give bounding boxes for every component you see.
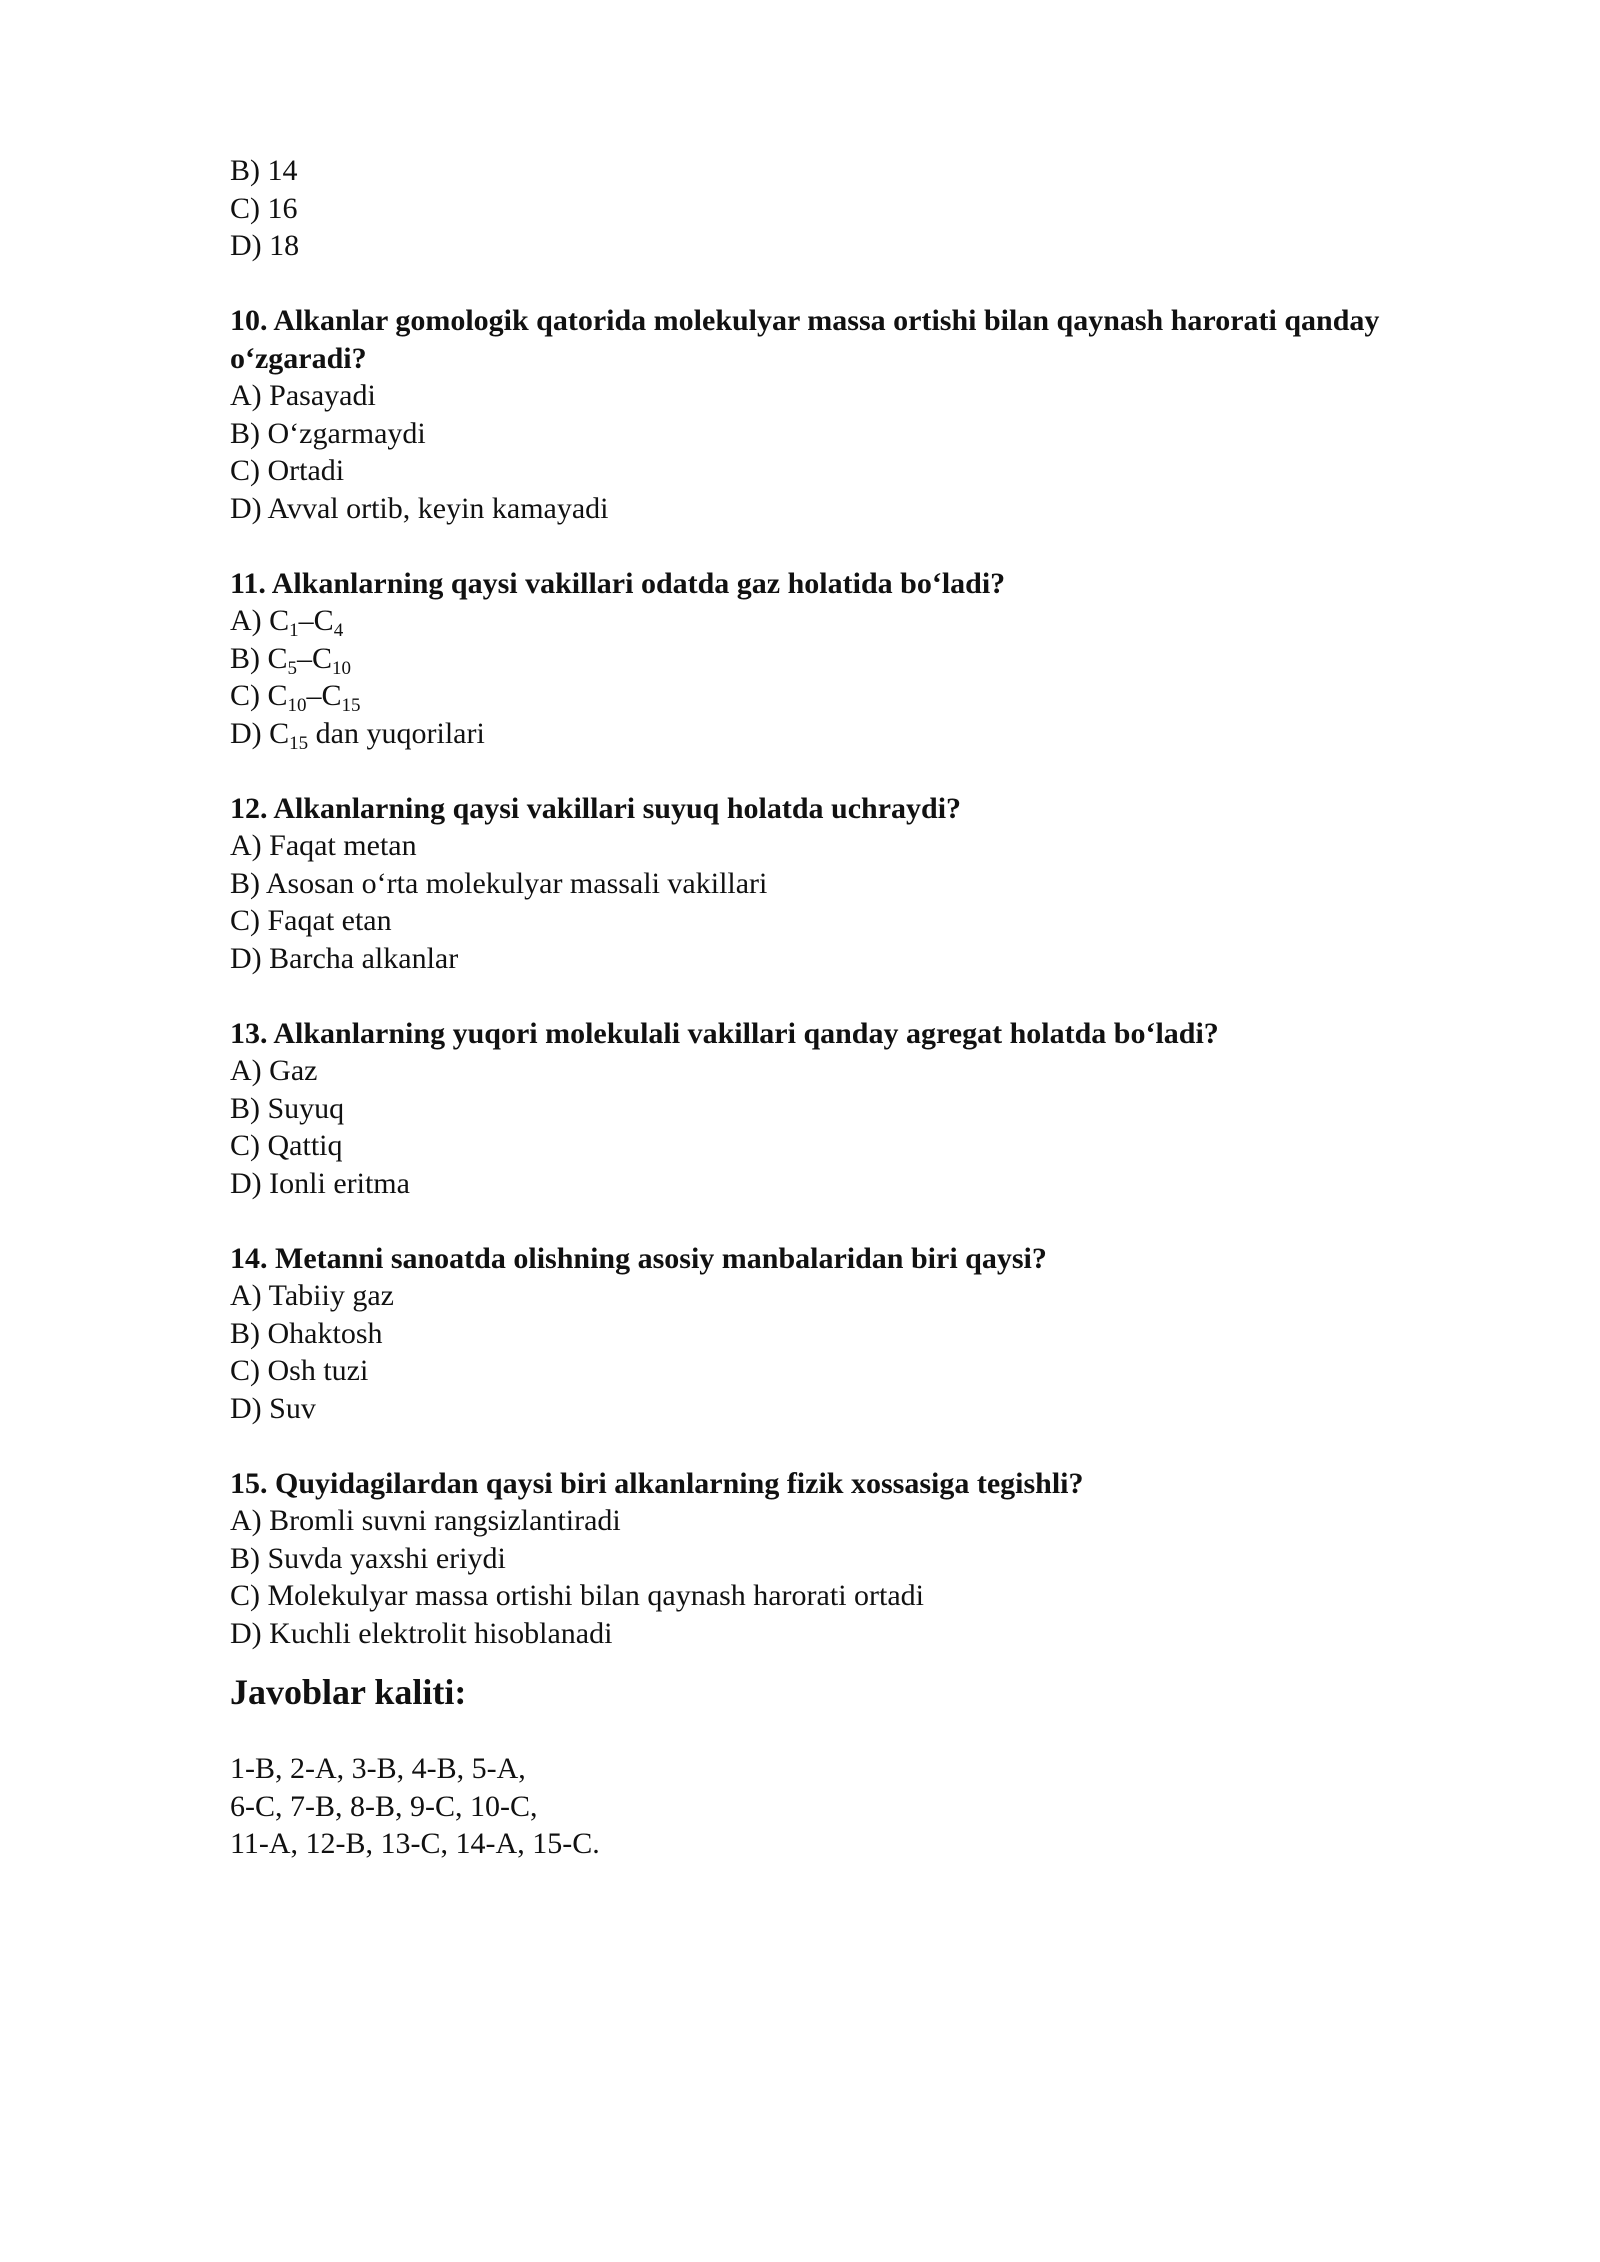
option-d: D) $C_{15}$ dan yuqorilari <box>230 716 485 754</box>
option-c: C) Ortadi <box>230 454 345 487</box>
question-11 <box>230 565 1490 753</box>
question-13 <box>230 1015 1490 1203</box>
option-a: A) Tabiiy gaz <box>230 1279 394 1312</box>
question-text: 15. Quyidagilardan qaysi biri alkanlarning fizik xossasiga tegishli? <box>230 1466 1084 1500</box>
option-b: B) Suvda yaxshi eriydi <box>230 1541 506 1575</box>
option-a: A) Bromli suvni rangsizlantiradi <box>230 1504 621 1537</box>
option-a: A) $C_1-C_4$ <box>230 604 344 641</box>
option-b: B) $C_5-C_{10}$ <box>230 641 352 679</box>
option-d: D) Barcha alkanlar <box>230 941 459 975</box>
answer-key-line: 11-A, 12-B, 13-C, 14-A, 15-C. <box>230 1827 600 1860</box>
question-text: 13. Alkanlarning yuqori molekulali vakillari qanday agregat holatda bo‘ladi? <box>230 1016 1219 1050</box>
option-a: A) Gaz <box>230 1054 318 1087</box>
question-9-tail <box>230 152 1490 265</box>
answer-key-title: Javoblar kaliti: <box>230 1672 467 1712</box>
option-c: C) Faqat etan <box>230 904 392 937</box>
option-b: B) Asosan o‘rta molekulyar massali vakillari <box>230 866 768 900</box>
question-10 <box>230 302 1490 527</box>
answer-key-line: 6-C, 7-B, 8-B, 9-C, 10-C, <box>230 1789 538 1823</box>
option-c: C) Molekulyar massa ortishi bilan qaynash harorati ortadi <box>230 1579 924 1612</box>
option-b: B) 14 <box>230 154 298 187</box>
option-b: B) Ohaktosh <box>230 1316 383 1350</box>
document-content <box>230 152 1490 1863</box>
question-text: 14. Metanni sanoatda olishning asosiy manbalaridan biri qaysi? <box>230 1241 1047 1275</box>
option-d: D) 18 <box>230 229 300 262</box>
option-b: B) O‘zgarmaydi <box>230 416 426 450</box>
question-text: 10. Alkanlar gomologik qatorida molekulyar massa ortishi bilan qaynash harorati qanday o‘zgaradi? <box>230 304 1380 375</box>
question-text: 11. Alkanlarning qaysi vakillari odatda gaz holatida bo‘ladi? <box>230 566 1006 600</box>
question-12 <box>230 790 1490 978</box>
option-d: D) Suv <box>230 1391 316 1425</box>
option-c: C) 16 <box>230 191 298 225</box>
option-c: C) $C_{10}-C_{15}$ <box>230 679 361 716</box>
option-c: C) Qattiq <box>230 1129 343 1162</box>
question-15 <box>230 1465 1490 1653</box>
option-b: B) Suyuq <box>230 1091 345 1125</box>
option-a: A) Faqat metan <box>230 829 417 862</box>
option-c: C) Osh tuzi <box>230 1354 369 1387</box>
option-d: D) Avval ortib, keyin kamayadi <box>230 491 609 525</box>
option-a: A) Pasayadi <box>230 379 376 412</box>
option-d: D) Ionli eritma <box>230 1166 410 1200</box>
question-14 <box>230 1240 1490 1428</box>
answer-key <box>230 1670 1490 1863</box>
question-text: 12. Alkanlarning qaysi vakillari suyuq holatda uchraydi? <box>230 791 962 825</box>
option-d: D) Kuchli elektrolit hisoblanadi <box>230 1616 613 1650</box>
answer-key-line: 1-B, 2-A, 3-B, 4-B, 5-A, <box>230 1752 526 1785</box>
